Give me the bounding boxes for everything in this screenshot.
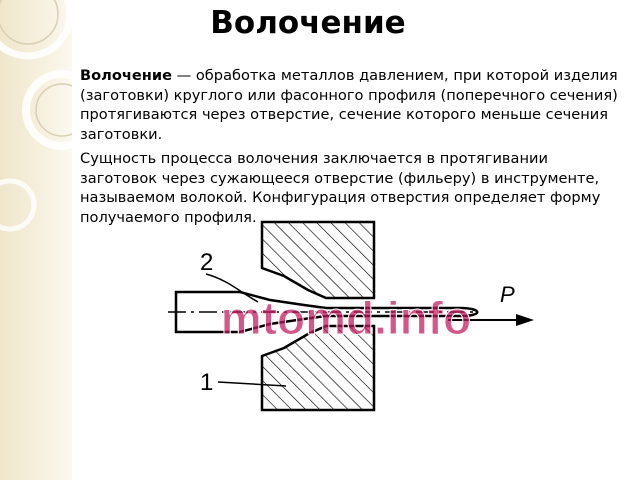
- label-force: P: [500, 282, 515, 307]
- definition-text: — обработка металлов давлением, при которой изделия (заготовки) круглого или фасонного профиля (поперечного сечения) протягиваются через отверстие, сечение которого меньше сечения заготовки.: [80, 67, 618, 143]
- definition-term: Волочение: [80, 67, 172, 84]
- watermark: mtomd.info: [220, 292, 472, 344]
- label-die: 2: [200, 249, 214, 276]
- essence-paragraph: Сущность процесса волочения заключается в протягивании заготовок через сужающееся отверстие (фильеру) в инструменте, называемом волокой. Конфигурация отверстия определяет форму получаемого профиля.: [80, 150, 601, 226]
- die-upper: [262, 222, 374, 298]
- force-arrow-head: [516, 314, 534, 326]
- decorative-side-panel: [0, 0, 72, 480]
- label-workpiece: 1: [200, 369, 214, 396]
- drawing-die-diagram: [148, 210, 548, 420]
- slide-title: Волочение: [210, 5, 406, 41]
- definition-paragraph: [80, 66, 620, 144]
- decorative-circles: [0, 0, 72, 480]
